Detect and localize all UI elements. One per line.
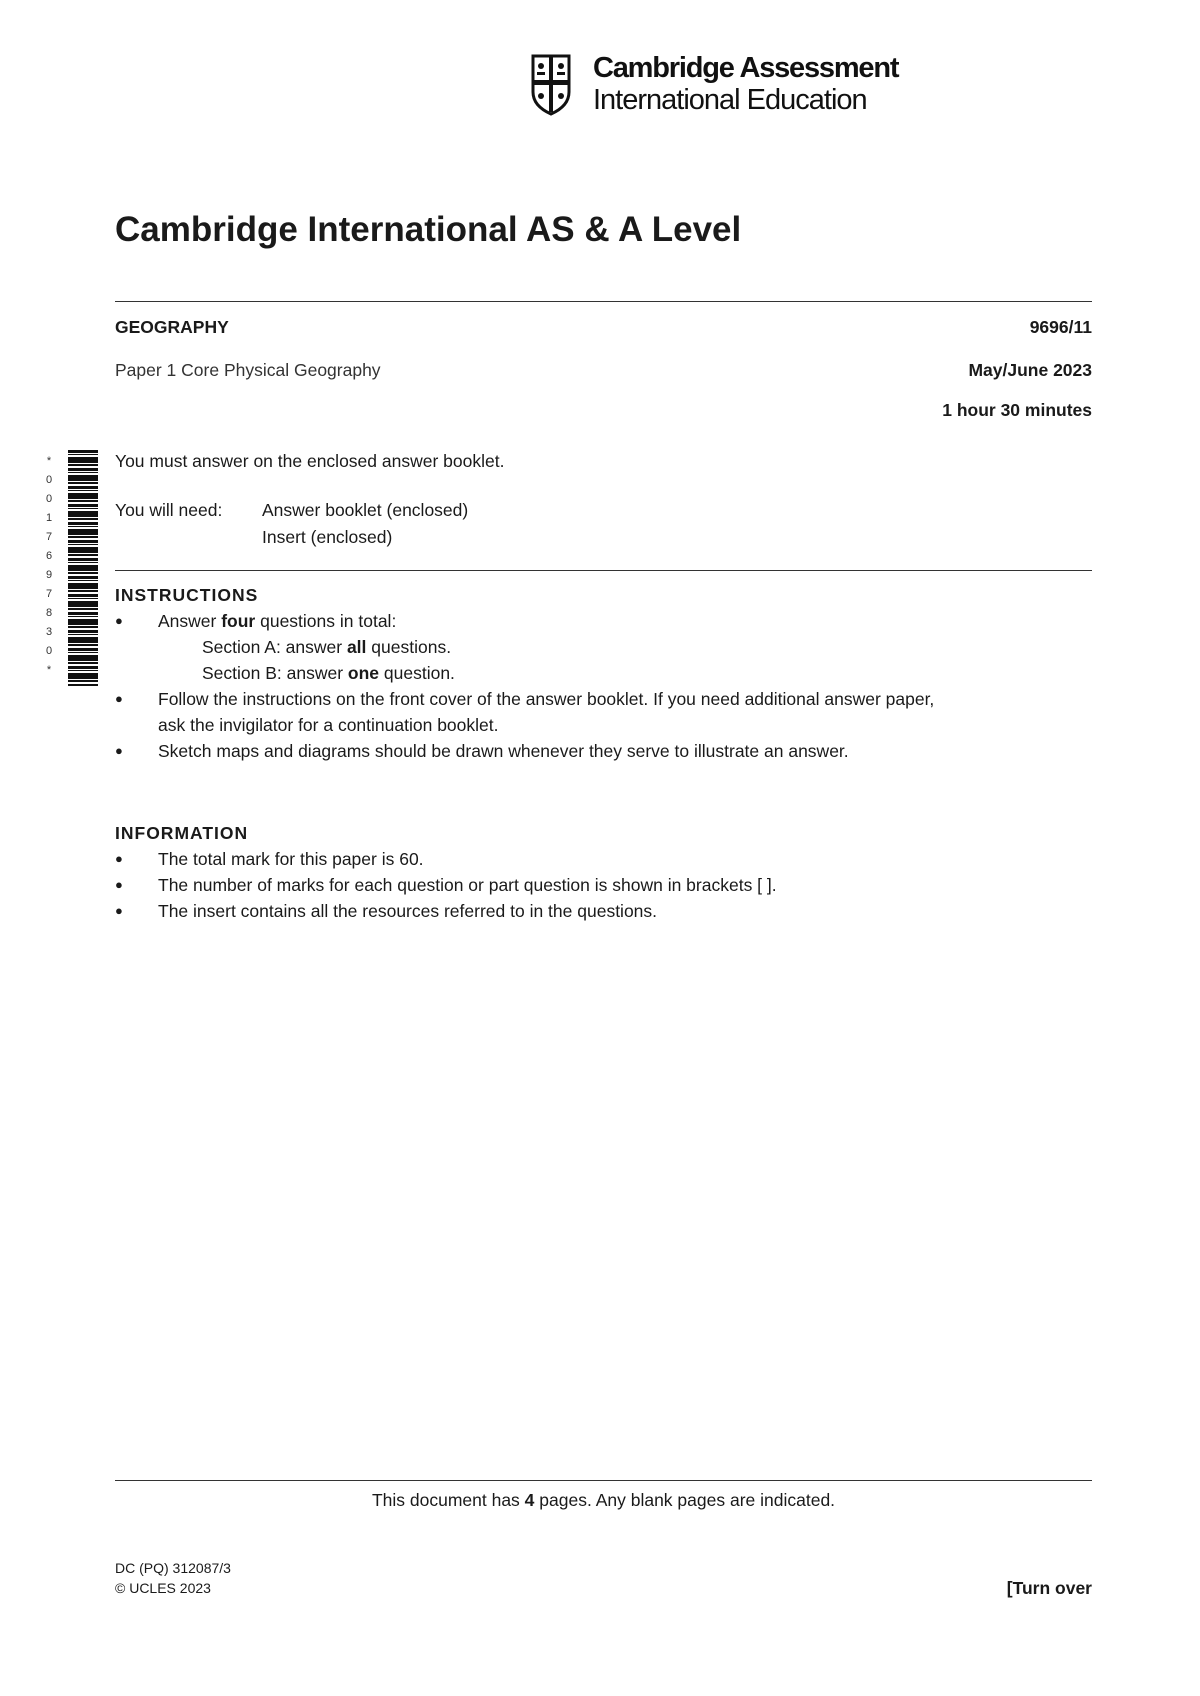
instruction-section-b: Section B: answer one question. <box>202 663 455 683</box>
session: May/June 2023 <box>968 360 1092 380</box>
duration: 1 hour 30 minutes <box>942 400 1092 420</box>
information-heading: INFORMATION <box>115 823 249 843</box>
paper-title: Paper 1 Core Physical Geography <box>115 360 381 380</box>
turn-over: [Turn over <box>1006 1578 1092 1598</box>
subject: GEOGRAPHY <box>115 317 229 337</box>
information-item: The number of marks for each question or part question is shown in brackets [ ]. <box>158 875 777 895</box>
instruction-item: Answer four questions in total: <box>158 611 397 631</box>
instruction-item: Sketch maps and diagrams should be drawn whenever they serve to illustrate an answer. <box>158 741 849 761</box>
copyright: © UCLES 2023 <box>115 1580 211 1596</box>
barcode-digits: * 0 0 1 7 6 9 7 8 3 0 * <box>45 455 53 676</box>
document-ref: DC (PQ) 312087/3 <box>115 1560 231 1576</box>
divider <box>115 301 1092 302</box>
bullet-icon: ● <box>115 743 123 758</box>
bullet-icon: ● <box>115 903 123 918</box>
need-item: Answer booklet (enclosed) <box>262 500 469 520</box>
bullet-icon: ● <box>115 613 123 628</box>
instruction-item: Follow the instructions on the front cover of the answer booklet. If you need additional answer paper, <box>158 689 935 709</box>
need-item: Insert (enclosed) <box>262 527 393 547</box>
bullet-icon: ● <box>115 851 123 866</box>
information-item: The insert contains all the resources referred to in the questions. <box>158 901 658 921</box>
instruction-section-a: Section A: answer all questions. <box>202 637 452 657</box>
divider <box>115 1480 1092 1481</box>
page-count-note: This document has 4 pages. Any blank pages are indicated. <box>371 1490 836 1510</box>
crest-icon <box>531 54 571 116</box>
qualification-title: Cambridge International AS & A Level <box>115 210 742 249</box>
instructions-heading: INSTRUCTIONS <box>115 585 259 605</box>
paper-code: 9696/11 <box>1029 317 1092 337</box>
barcode <box>68 450 98 686</box>
need-label: You will need: <box>115 500 223 520</box>
instruction-item-cont: ask the invigilator for a continuation booklet. <box>158 715 499 735</box>
bullet-icon: ● <box>115 691 123 706</box>
answer-note: You must answer on the enclosed answer booklet. <box>115 451 505 471</box>
divider <box>115 570 1092 571</box>
logo-line-2: International Education <box>593 84 867 116</box>
bullet-icon: ● <box>115 877 123 892</box>
information-item: The total mark for this paper is 60. <box>158 849 424 869</box>
logo-line-1: Cambridge Assessment <box>593 52 899 84</box>
